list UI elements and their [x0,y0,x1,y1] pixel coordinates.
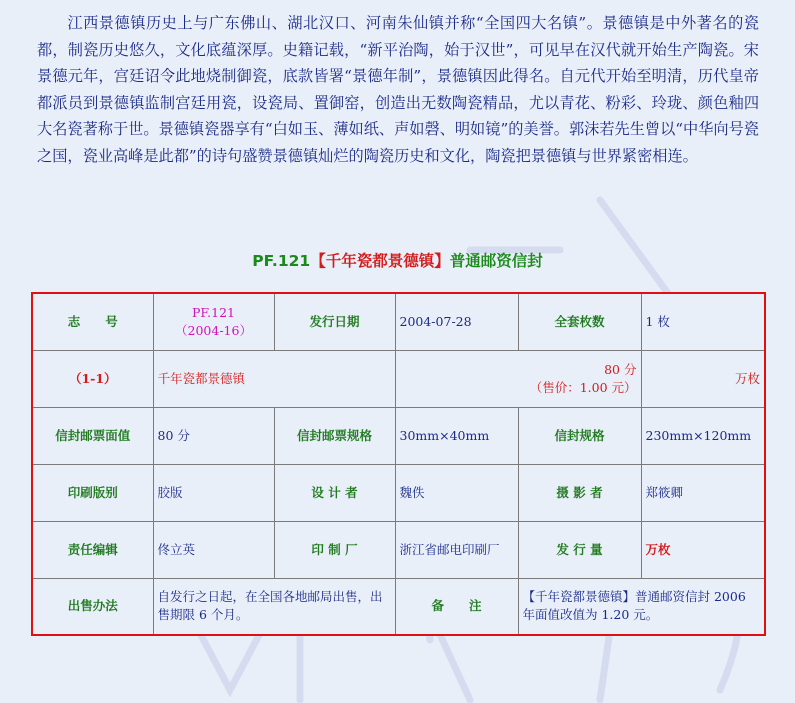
item-name: 千年瓷都景德镇 [153,350,395,407]
title-code: PF.121 [252,252,311,270]
label-printer: 印 制 厂 [274,521,395,578]
face-value: 80 分 [153,407,274,464]
printer-value: 浙江省邮电印刷厂 [395,521,518,578]
circulation-value: 万枚 [641,521,765,578]
label-zhihao: 志 号 [32,293,153,350]
photographer-value: 郑筱卿 [641,464,765,521]
table-row [32,350,765,407]
quantity-unit: 万枚 [641,350,765,407]
label-stamp-size: 信封邮票规格 [274,407,395,464]
item-denomination [395,350,641,407]
table-row [32,407,765,464]
zhihao-code: PF.121 [192,304,235,320]
label-envelope-size: 信封规格 [518,407,641,464]
label-designer: 设 计 者 [274,464,395,521]
envelope-title [0,249,795,271]
table-row [32,464,765,521]
set-count-value: 1 枚 [641,293,765,350]
label-editor: 责任编辑 [32,521,153,578]
title-rest: 普通邮资信封 [449,252,543,270]
zhihao-value [153,293,274,350]
designer-value: 魏佚 [395,464,518,521]
stamp-info-table [31,292,766,636]
note-value: 【千年瓷都景德镇】普通邮资信封 2006 年面值改值为 1.20 元。 [518,578,765,635]
label-circulation: 发 行 量 [518,521,641,578]
print-type-value: 胶版 [153,464,274,521]
table-row [32,521,765,578]
table-row [32,578,765,635]
price-value: （售价：1.00 元） [529,379,637,395]
stamp-size-value: 30mm×40mm [395,407,518,464]
issue-date-value: 2004-07-28 [395,293,518,350]
label-set-count: 全套枚数 [518,293,641,350]
label-face-value: 信封邮票面值 [32,407,153,464]
table-row [32,293,765,350]
title-bracket-name: 【千年瓷都景德镇】 [310,252,450,270]
editor-value: 佟立英 [153,521,274,578]
label-note: 备 注 [395,578,518,635]
zhihao-year-code: （2004-16） [175,322,252,338]
envelope-size-value: 230mm×120mm [641,407,765,464]
sale-method-value: 自发行之日起，在全国各地邮局出售，出售期限 6 个月。 [153,578,395,635]
label-photographer: 摄 影 者 [518,464,641,521]
denomination-value: 80 分 [604,361,637,377]
label-issue-date: 发行日期 [274,293,395,350]
label-print-type: 印刷版别 [32,464,153,521]
item-number: （1-1） [32,350,153,407]
intro-paragraph: 江西景德镇历史上与广东佛山、湖北汉口、河南朱仙镇并称“全国四大名镇”。景德镇是中外著名的瓷都，制瓷历史悠久，文化底蕴深厚。史籍记载，“新平治陶，始于汉世”，可见早在汉代就开始生产陶瓷。宋景德元年，宫廷诏令此地烧制御瓷，底款皆署“景德年制”，景德镇因此得名。自元代开始至明清，历代皇帝都派员到景德镇监制宫廷用瓷，设瓷局、置御窑，创造出无数陶瓷精品，尤以青花、粉彩、玲珑、颜色釉四大名瓷著称于世。景德镇瓷器享有“白如玉、薄如纸、声如磬、明如镜”的美誉。郭沫若先生曾以“中华向号瓷之国，瓷业高峰是此都”的诗句盛赞景德镇灿烂的陶瓷历史和文化，陶瓷把景德镇与世界紧密相连。 [37,14,759,165]
label-sale-method: 出售办法 [32,578,153,635]
